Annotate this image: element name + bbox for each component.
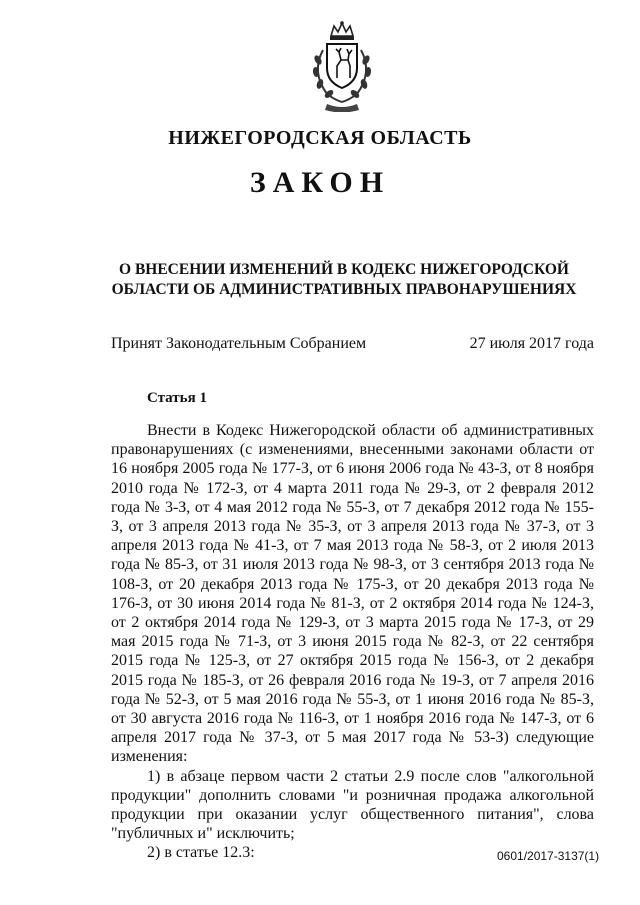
article-item-2: 2) в статье 12.3: xyxy=(147,844,255,862)
document-code: 0601/2017-3137(1) xyxy=(497,849,600,863)
article-heading: Статья 1 xyxy=(147,390,207,406)
subject-line-1: О ВНЕСЕНИИ ИЗМЕНЕНИЙ В КОДЕКС НИЖЕГОРОДСКОЙ xyxy=(119,261,569,278)
adoption-line xyxy=(111,335,594,353)
region-title: НИЖЕГОРОДСКАЯ ОБЛАСТЬ xyxy=(168,127,472,149)
article-item-1: 1) в абзаце первом части 2 статьи 2.9 после слов "алкогольной продукции" дополнить словами "и розничная продажа алкогольной продукции при оказании услуг общественного питания", слова "публичных и" исключить; xyxy=(111,767,594,843)
adopted-by: Принят Законодательным Собранием xyxy=(111,335,367,352)
document-type-title: ЗАКОН xyxy=(249,166,391,199)
coat-of-arms-emblem xyxy=(301,20,383,112)
article-intro-paragraph: Внести в Кодекс Нижегородской области об административных правонарушениях (с изменениями, внесенными законами области от 16 ноября 2005 года № 177-З, от 6 июня 2006 года № 43-З, от 8 ноября 2010 года № 172-З, от 4 марта 2011 года № 29-З, от 2 февраля 2012 года № 3-З, от 4 мая 2012 года № 55-З, от 7 декабря 2012 года № 155-З, от 3 апреля 2013 года № 35-З, от 3 апреля 2013 года № 37-З, от 3 апреля 2013 года № 41-З, от 7 мая 2013 года № 58-З, от 2 июля 2013 года № 85-З, от 31 июля 2013 года № 98-З, от 3 сентября 2013 года № 108-З, от 20 декабря 2013 года № 175-З, от 20 декабря 2013 года № 176-З, от 30 июня 2014 года № 81-З, от 2 октября 2014 года № 124-З, от 2 октября 2014 года № 129-З, от 3 марта 2015 года № 17-З, от 29 мая 2015 года № 71-З, от 3 июня 2015 года № 82-З, от 22 сентября 2015 года № 125-З, от 27 октября 2015 года № 156-З, от 2 декабря 2015 года № 185-З, от 26 февраля 2016 года № 19-З, от 7 апреля 2016 года № 52-З, от 5 мая 2016 года № 55-З, от 1 июня 2016 года № 85-З, от 30 августа 2016 года № 116-З, от 1 ноября 2016 года № 147-З, от 6 апреля 2017 года № 37-З, от 5 мая 2017 года № 53-З) следующие изменения: xyxy=(111,422,594,766)
law-subject-title xyxy=(100,260,588,300)
adoption-date: 27 июля 2017 года xyxy=(469,335,594,352)
subject-line-2: ОБЛАСТИ ОБ АДМИНИСТРАТИВНЫХ ПРАВОНАРУШЕНИЯХ xyxy=(111,281,577,298)
article-body xyxy=(111,421,594,863)
